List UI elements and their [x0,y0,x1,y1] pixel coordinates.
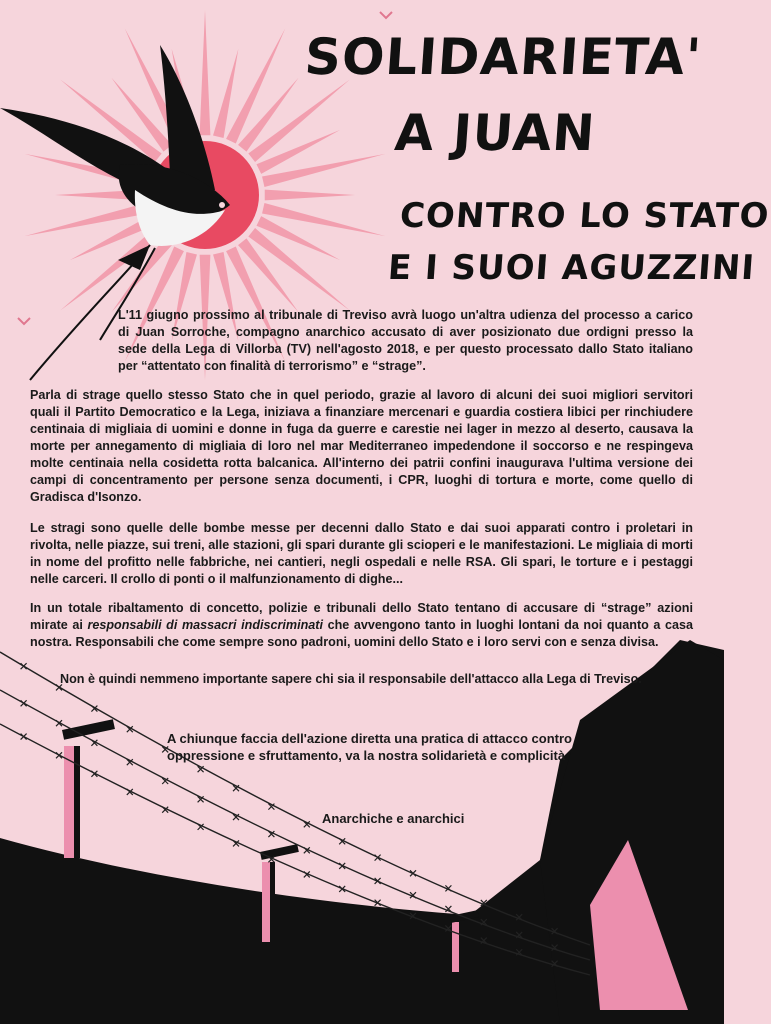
title-line-1: SOLIDARIETA' [302,28,704,86]
barb [21,734,27,740]
paragraph-text: In un totale ribaltamento di concetto, polizie e tribunali dello Stato tentano di accusare di “strage” azioni mirate ai [30,601,693,632]
paragraph-strage: Parla di strage quello stesso Stato che in quel periodo, grazie al lavoro di alcuni dei suoi migliori servitori quali il Partito Democratico e la Lega, iniziava a finanziare mercenari e guardia costiera libici per rinchiudere centinaia di migliaia di uomini e donne in fuga da guerre e carestie nei lager in mezzo al deserto, causava la morte per annegamento di migliaia di loro nel mar Mediterraneo impedendone il soccorso e ne respingeva molte centinaia nella cosidetta rotta balcanica. All'interno dei patrii confini inaugurava l'ultima versione dei campi di concentramento per persone senza documenti, i CPR, luoghi di tortura e morte, come quello di Gradisca d'Isonzo. [30,388,693,504]
small-bird-icon [380,12,392,18]
sun-ray [200,10,211,135]
barb [21,700,27,706]
small-bird-icon [18,318,30,324]
paragraph-responsabile: Non è quindi nemmeno importante sapere chi sia il responsabile dell'attacco alla Lega di Treviso. [60,672,642,686]
sun-ray [265,190,355,201]
paragraph-solidarity: A chiunque faccia dell'azione diretta una pratica di attacco contro oppressione e sfruttamento, va la nostra solidarietà e complicità [167,731,572,763]
fence-post-icon [62,719,115,858]
building-icon [540,640,724,1024]
title-line-2: A JUAN [392,104,598,162]
italic-phrase: responsabili di massacri indiscriminati [87,618,324,632]
signature: Anarchiche e anarchici [322,811,465,826]
subtitle-line-2: E I SUOI AGUZZINI [386,248,757,288]
paragraph-intro: L'11 giugno prossimo al tribunale di Treviso avrà luogo un'altra udienza del processo a carico di Juan Sorroche, compagno anarchico accusato di aver posizionato due ordigni presso la sede della Lega di Villorba (TV) nell'agosto 2018, e per questo processato dallo Stato italiano per “attentato con finalità di terrorismo” e “strage”. [118,308,693,373]
subtitle-line-1: CONTRO LO STATO [398,196,771,236]
barb [21,663,27,669]
paragraph-text: che avvengono tanto in luoghi lontani da noi quanto a casa nostra. Responsabili che come sempre sono padroni, uomini dello Stato e i loro servi con e senza divisa. [30,618,693,649]
paragraph-ribaltamento [30,600,693,651]
paragraph-stragi: Le stragi sono quelle delle bombe messe per decenni dallo Stato e dai suoi apparati contro i proletari in rivolta, nelle piazze, sui treni, alle stazioni, gli spari durante gli scioperi e le manifestazioni. Le migliaia di morti in nome del profitto nelle fabbriche, nei cantieri, negli ospedali e nelle RSA. Gli spari, le torture e i pestaggi nelle carceri. Il crollo di ponti o il malfunzionamento di dighe... [30,521,693,586]
barb [56,752,62,758]
